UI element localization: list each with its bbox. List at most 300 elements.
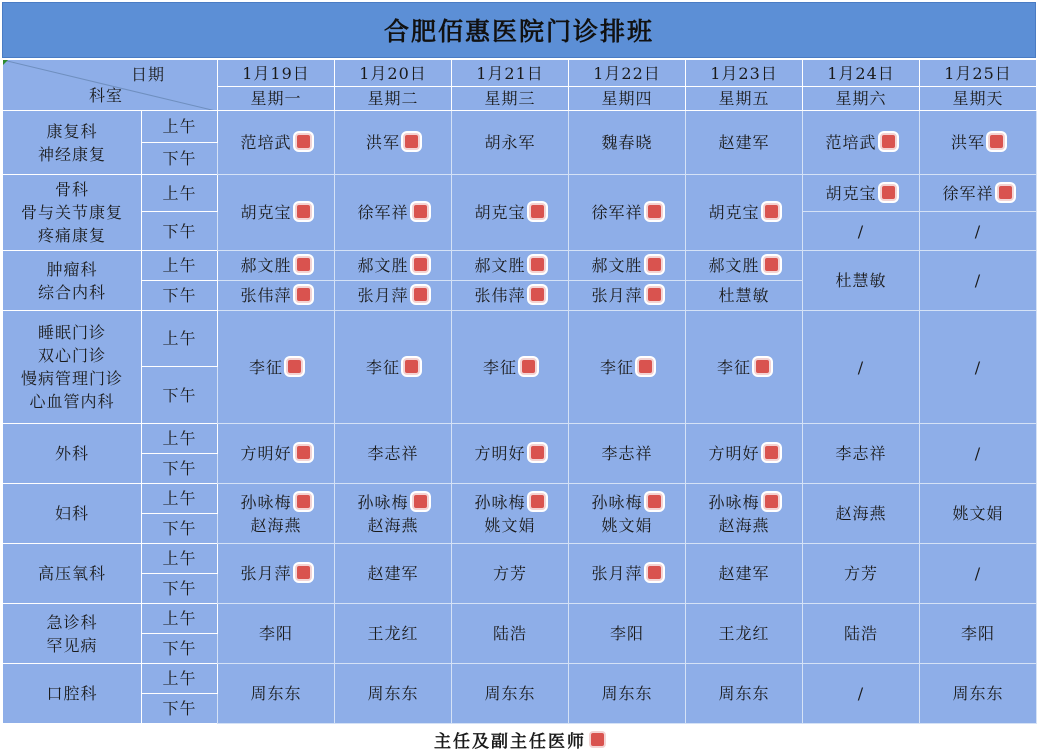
doctor-entry bbox=[920, 562, 1036, 585]
doctor-name: 张月萍 bbox=[591, 564, 643, 583]
doctor-name: / bbox=[974, 221, 982, 241]
doctor-entry bbox=[335, 131, 451, 154]
schedule-cell bbox=[686, 664, 803, 724]
doctor-name: 周东东 bbox=[718, 684, 770, 703]
doctor-entry bbox=[452, 284, 568, 307]
doctor-entry bbox=[335, 284, 451, 307]
doctor-entry bbox=[569, 622, 685, 645]
department-cell bbox=[3, 664, 142, 724]
doctor-entry bbox=[452, 254, 568, 277]
doctor-name: 李征 bbox=[716, 357, 751, 377]
date-header: 1月25日 bbox=[920, 60, 1037, 87]
department-name: 双心门诊 bbox=[37, 346, 106, 365]
department-name: 肿瘤科 bbox=[46, 259, 98, 279]
department-cell bbox=[3, 251, 142, 311]
doctor-name: 徐军祥 bbox=[357, 203, 409, 222]
doctor-name: 周东东 bbox=[250, 684, 302, 703]
senior-doctor-marker-icon bbox=[295, 444, 312, 461]
doctor-name: 胡永军 bbox=[484, 133, 536, 152]
senior-doctor-marker-icon bbox=[529, 256, 546, 273]
doctor-name: 李征 bbox=[599, 357, 634, 377]
department-name: 罕见病 bbox=[46, 635, 98, 655]
doctor-entry bbox=[452, 356, 568, 379]
doctor-name: 赵建军 bbox=[367, 564, 419, 583]
schedule-cell-am bbox=[335, 251, 452, 281]
period-am: 上午 bbox=[142, 664, 218, 694]
senior-doctor-marker-icon bbox=[646, 203, 663, 220]
doctor-entry bbox=[569, 442, 685, 465]
senior-doctor-marker-icon bbox=[646, 493, 663, 510]
weekday-header: 星期天 bbox=[920, 87, 1037, 111]
doctor-name: 张月萍 bbox=[357, 286, 409, 305]
department-cell bbox=[3, 484, 142, 544]
department-name: 外科 bbox=[54, 444, 89, 463]
doctor-entry bbox=[686, 622, 802, 645]
doctor-name: 孙咏梅 bbox=[357, 492, 409, 512]
department-name: 口腔科 bbox=[46, 684, 98, 703]
doctor-entry bbox=[218, 284, 334, 307]
schedule-cell bbox=[569, 544, 686, 604]
period-am: 上午 bbox=[142, 544, 218, 574]
doctor-name: / bbox=[857, 684, 865, 703]
doctor-entry bbox=[803, 502, 919, 525]
schedule-cell bbox=[803, 484, 920, 544]
doctor-entry bbox=[803, 442, 919, 465]
schedule-cell bbox=[803, 544, 920, 604]
doctor-entry bbox=[218, 201, 334, 224]
department-name: 骨科 bbox=[54, 180, 89, 199]
department-name: 骨与关节康复 bbox=[20, 203, 123, 222]
department-cell bbox=[3, 544, 142, 604]
schedule-cell bbox=[218, 484, 335, 544]
doctor-name: 李征 bbox=[248, 357, 283, 377]
doctor-name: 陆浩 bbox=[492, 624, 527, 643]
doctor-name: 李阳 bbox=[609, 624, 644, 643]
schedule-cell-pm bbox=[686, 281, 803, 311]
period-am: 上午 bbox=[142, 484, 218, 514]
legend bbox=[0, 726, 1040, 752]
schedule-cell bbox=[452, 311, 569, 424]
schedule-cell bbox=[569, 311, 686, 424]
doctor-entry bbox=[920, 442, 1036, 465]
senior-doctor-marker-icon bbox=[412, 493, 429, 510]
doctor-entry bbox=[920, 182, 1036, 205]
doctor-entry bbox=[920, 502, 1036, 525]
weekday-header: 星期二 bbox=[335, 87, 452, 111]
doctor-entry bbox=[452, 131, 568, 154]
doctor-entry bbox=[920, 622, 1036, 645]
doctor-name: 方芳 bbox=[492, 564, 527, 583]
schedule-cell bbox=[218, 424, 335, 484]
doctor-name: 方明好 bbox=[474, 444, 526, 463]
doctor-name: 张伟萍 bbox=[474, 286, 526, 305]
senior-doctor-marker-icon bbox=[295, 133, 312, 150]
doctor-entry bbox=[920, 220, 1036, 243]
doctor-name: 周东东 bbox=[601, 684, 653, 703]
schedule-cell bbox=[335, 604, 452, 664]
department-name: 高压氧科 bbox=[37, 564, 106, 583]
doctor-name: 王龙红 bbox=[367, 624, 419, 643]
senior-doctor-marker-icon bbox=[763, 444, 780, 461]
senior-doctor-marker-icon bbox=[286, 358, 303, 375]
doctor-entry bbox=[803, 182, 919, 205]
senior-doctor-marker-icon bbox=[763, 493, 780, 510]
doctor-name: 杜慧敏 bbox=[835, 271, 887, 290]
department-name: 综合内科 bbox=[37, 282, 106, 302]
doctor-name: 赵海燕 bbox=[250, 515, 302, 535]
doctor-entry bbox=[686, 356, 802, 379]
doctor-entry bbox=[920, 682, 1036, 705]
schedule-cell-pm bbox=[803, 212, 920, 251]
doctor-entry bbox=[803, 220, 919, 243]
doctor-entry bbox=[803, 131, 919, 154]
doctor-entry bbox=[218, 514, 334, 537]
schedule-cell bbox=[335, 175, 452, 251]
doctor-name: 赵海燕 bbox=[835, 504, 887, 523]
schedule-cell-pm bbox=[569, 281, 686, 311]
doctor-name: 周东东 bbox=[952, 684, 1004, 703]
doctor-entry bbox=[335, 491, 451, 514]
doctor-name: / bbox=[974, 271, 982, 290]
doctor-name: 孙咏梅 bbox=[474, 492, 526, 512]
doctor-entry bbox=[452, 442, 568, 465]
period-am: 上午 bbox=[142, 175, 218, 212]
doctor-name: 李阳 bbox=[258, 624, 293, 643]
doctor-name: 李征 bbox=[482, 357, 517, 377]
schedule-cell bbox=[920, 424, 1037, 484]
period-pm: 下午 bbox=[142, 143, 218, 175]
schedule-cell bbox=[803, 664, 920, 724]
date-header: 1月23日 bbox=[686, 60, 803, 87]
schedule-cell bbox=[569, 424, 686, 484]
period-pm: 下午 bbox=[142, 367, 218, 424]
schedule-cell bbox=[452, 604, 569, 664]
doctor-name: 孙咏梅 bbox=[591, 492, 643, 512]
doctor-entry bbox=[218, 682, 334, 705]
senior-doctor-marker-icon bbox=[529, 286, 546, 303]
doctor-name: 赵海燕 bbox=[718, 515, 770, 535]
schedule-cell bbox=[920, 544, 1037, 604]
doctor-name: 徐军祥 bbox=[942, 183, 994, 203]
schedule-cell bbox=[803, 111, 920, 175]
doctor-name: 郝文胜 bbox=[240, 256, 292, 275]
doctor-entry bbox=[569, 284, 685, 307]
doctor-entry bbox=[452, 514, 568, 537]
page-title: 合肥佰惠医院门诊排班 bbox=[2, 2, 1036, 58]
doctor-entry bbox=[218, 491, 334, 514]
doctor-name: / bbox=[857, 357, 865, 377]
doctor-entry bbox=[218, 254, 334, 277]
doctor-entry bbox=[803, 682, 919, 705]
doctor-name: / bbox=[857, 221, 865, 241]
schedule-cell bbox=[920, 664, 1037, 724]
doctor-entry bbox=[686, 682, 802, 705]
senior-doctor-marker-icon bbox=[295, 564, 312, 581]
schedule-cell bbox=[452, 664, 569, 724]
doctor-name: 张伟萍 bbox=[240, 286, 292, 305]
doctor-entry bbox=[335, 622, 451, 645]
doctor-name: 孙咏梅 bbox=[240, 492, 292, 512]
schedule-cell bbox=[452, 111, 569, 175]
senior-doctor-marker-icon bbox=[646, 564, 663, 581]
date-header: 1月22日 bbox=[569, 60, 686, 87]
schedule-cell-am bbox=[920, 175, 1037, 212]
senior-doctor-marker-icon bbox=[412, 203, 429, 220]
schedule-cell bbox=[686, 175, 803, 251]
schedule-cell bbox=[218, 664, 335, 724]
doctor-name: 方芳 bbox=[843, 564, 878, 583]
doctor-entry bbox=[803, 622, 919, 645]
period-am: 上午 bbox=[142, 311, 218, 367]
doctor-entry bbox=[218, 131, 334, 154]
doctor-entry bbox=[569, 356, 685, 379]
schedule-cell-pm bbox=[335, 281, 452, 311]
schedule-cell bbox=[569, 111, 686, 175]
doctor-entry bbox=[569, 254, 685, 277]
schedule-cell bbox=[218, 544, 335, 604]
period-pm: 下午 bbox=[142, 574, 218, 604]
period-am: 上午 bbox=[142, 251, 218, 281]
department-name: 心血管内科 bbox=[29, 392, 115, 411]
doctor-name: 周东东 bbox=[367, 684, 419, 703]
doctor-entry bbox=[218, 442, 334, 465]
weekday-header: 星期一 bbox=[218, 87, 335, 111]
department-cell bbox=[3, 175, 142, 251]
doctor-entry bbox=[686, 131, 802, 154]
schedule-cell-am bbox=[218, 251, 335, 281]
doctor-name: / bbox=[974, 444, 982, 463]
weekday-header: 星期五 bbox=[686, 87, 803, 111]
senior-doctor-marker-icon bbox=[403, 358, 420, 375]
schedule-cell bbox=[452, 484, 569, 544]
doctor-entry bbox=[335, 254, 451, 277]
department-name: 妇科 bbox=[54, 504, 89, 523]
weekday-header: 星期六 bbox=[803, 87, 920, 111]
doctor-name: 李阳 bbox=[960, 624, 995, 643]
department-name: 疼痛康复 bbox=[37, 226, 106, 245]
schedule-cell bbox=[335, 424, 452, 484]
doctor-name: / bbox=[974, 564, 982, 583]
doctor-name: / bbox=[974, 357, 982, 377]
senior-doctor-marker-icon bbox=[529, 444, 546, 461]
schedule-cell bbox=[920, 604, 1037, 664]
doctor-name: 孙咏梅 bbox=[708, 492, 760, 512]
senior-doctor-marker-icon bbox=[880, 133, 897, 150]
department-cell bbox=[3, 311, 142, 424]
doctor-name: 赵建军 bbox=[718, 564, 770, 583]
schedule-cell bbox=[920, 484, 1037, 544]
period-am: 上午 bbox=[142, 604, 218, 634]
period-am: 上午 bbox=[142, 111, 218, 143]
doctor-name: 陆浩 bbox=[843, 624, 878, 643]
doctor-name: 赵海燕 bbox=[367, 515, 419, 535]
doctor-name: 杜慧敏 bbox=[718, 286, 770, 305]
doctor-entry bbox=[452, 682, 568, 705]
senior-doctor-marker-icon bbox=[763, 203, 780, 220]
period-pm: 下午 bbox=[142, 694, 218, 724]
doctor-entry bbox=[218, 622, 334, 645]
doctor-name: 李志祥 bbox=[835, 444, 887, 463]
doctor-name: 范培武 bbox=[825, 133, 877, 152]
doctor-entry bbox=[335, 442, 451, 465]
senior-doctor-marker-icon bbox=[295, 256, 312, 273]
doctor-entry bbox=[335, 514, 451, 537]
senior-doctor-marker-icon bbox=[295, 493, 312, 510]
senior-doctor-marker-icon bbox=[988, 133, 1005, 150]
schedule-cell bbox=[686, 311, 803, 424]
doctor-name: 郝文胜 bbox=[708, 256, 760, 275]
schedule-cell bbox=[569, 604, 686, 664]
period-pm: 下午 bbox=[142, 212, 218, 251]
schedule-cell-pm bbox=[218, 281, 335, 311]
doctor-name: 胡克宝 bbox=[708, 203, 760, 222]
doctor-entry bbox=[335, 356, 451, 379]
doctor-entry bbox=[569, 562, 685, 585]
department-name: 康复科 bbox=[46, 121, 98, 141]
schedule-table bbox=[2, 59, 1037, 724]
schedule-cell-am bbox=[569, 251, 686, 281]
schedule-cell bbox=[686, 111, 803, 175]
schedule-cell bbox=[218, 175, 335, 251]
doctor-entry bbox=[803, 356, 919, 379]
period-pm: 下午 bbox=[142, 514, 218, 544]
senior-doctor-marker-icon bbox=[520, 358, 537, 375]
senior-doctor-marker-icon bbox=[529, 493, 546, 510]
doctor-name: 洪军 bbox=[950, 133, 985, 152]
doctor-entry bbox=[452, 491, 568, 514]
department-name: 神经康复 bbox=[37, 144, 106, 164]
doctor-entry bbox=[686, 491, 802, 514]
doctor-entry bbox=[452, 622, 568, 645]
schedule-cell bbox=[218, 604, 335, 664]
corner-date-label: 日期 bbox=[130, 65, 165, 84]
schedule-cell-pm bbox=[452, 281, 569, 311]
department-name: 急诊科 bbox=[46, 612, 98, 632]
doctor-entry bbox=[920, 131, 1036, 154]
department-cell bbox=[3, 424, 142, 484]
schedule-cell bbox=[569, 175, 686, 251]
doctor-entry bbox=[686, 254, 802, 277]
doctor-entry bbox=[452, 201, 568, 224]
doctor-entry bbox=[686, 284, 802, 307]
schedule-cell bbox=[803, 604, 920, 664]
senior-doctor-marker-icon bbox=[589, 731, 606, 748]
senior-doctor-marker-icon bbox=[880, 184, 897, 201]
doctor-entry bbox=[686, 442, 802, 465]
doctor-name: 方明好 bbox=[240, 444, 292, 463]
schedule-cell bbox=[335, 664, 452, 724]
schedule-cell bbox=[335, 484, 452, 544]
schedule-cell-am bbox=[803, 175, 920, 212]
department-cell bbox=[3, 111, 142, 175]
senior-doctor-marker-icon bbox=[646, 286, 663, 303]
schedule-cell bbox=[569, 664, 686, 724]
schedule-cell bbox=[920, 311, 1037, 424]
doctor-name: 姚文娟 bbox=[601, 515, 653, 535]
schedule-cell bbox=[452, 175, 569, 251]
doctor-entry bbox=[335, 682, 451, 705]
schedule-cell bbox=[920, 111, 1037, 175]
period-pm: 下午 bbox=[142, 281, 218, 311]
schedule-cell bbox=[686, 424, 803, 484]
schedule-cell-am bbox=[452, 251, 569, 281]
doctor-entry bbox=[335, 562, 451, 585]
doctor-entry bbox=[218, 356, 334, 379]
schedule-cell bbox=[920, 251, 1037, 311]
doctor-name: 李志祥 bbox=[367, 444, 419, 463]
senior-doctor-marker-icon bbox=[529, 203, 546, 220]
doctor-entry bbox=[569, 131, 685, 154]
doctor-name: 郝文胜 bbox=[357, 256, 409, 275]
schedule-cell bbox=[335, 111, 452, 175]
doctor-entry bbox=[803, 269, 919, 292]
doctor-entry bbox=[569, 491, 685, 514]
schedule-cell bbox=[569, 484, 686, 544]
doctor-name: 周东东 bbox=[484, 684, 536, 703]
doctor-name: 魏春晓 bbox=[601, 133, 653, 152]
senior-doctor-marker-icon bbox=[295, 203, 312, 220]
doctor-name: 范培武 bbox=[240, 133, 292, 152]
doctor-name: 胡克宝 bbox=[474, 203, 526, 222]
doctor-name: 王龙红 bbox=[718, 624, 770, 643]
date-header: 1月19日 bbox=[218, 60, 335, 87]
corner-header bbox=[3, 60, 218, 111]
senior-doctor-marker-icon bbox=[412, 256, 429, 273]
doctor-name: 姚文娟 bbox=[484, 515, 536, 535]
doctor-name: 郝文胜 bbox=[591, 256, 643, 275]
doctor-entry bbox=[569, 682, 685, 705]
doctor-name: 徐军祥 bbox=[591, 203, 643, 222]
department-name: 慢病管理门诊 bbox=[20, 369, 123, 388]
doctor-name: 张月萍 bbox=[240, 564, 292, 583]
senior-doctor-marker-icon bbox=[997, 184, 1014, 201]
schedule-cell-pm bbox=[920, 212, 1037, 251]
schedule-cell bbox=[803, 251, 920, 311]
schedule-cell bbox=[452, 544, 569, 604]
doctor-entry bbox=[920, 356, 1036, 379]
doctor-name: 李征 bbox=[365, 357, 400, 377]
doctor-entry bbox=[335, 201, 451, 224]
period-pm: 下午 bbox=[142, 454, 218, 484]
schedule-cell bbox=[218, 311, 335, 424]
doctor-entry bbox=[218, 562, 334, 585]
date-header: 1月20日 bbox=[335, 60, 452, 87]
schedule-cell bbox=[218, 111, 335, 175]
weekday-header: 星期四 bbox=[569, 87, 686, 111]
doctor-entry bbox=[569, 514, 685, 537]
doctor-name: 赵建军 bbox=[718, 133, 770, 152]
senior-doctor-marker-icon bbox=[646, 256, 663, 273]
schedule-cell bbox=[686, 604, 803, 664]
doctor-entry bbox=[803, 562, 919, 585]
schedule-cell bbox=[803, 424, 920, 484]
doctor-name: 胡克宝 bbox=[240, 203, 292, 222]
doctor-entry bbox=[569, 201, 685, 224]
doctor-name: 胡克宝 bbox=[825, 183, 877, 203]
senior-doctor-marker-icon bbox=[403, 133, 420, 150]
doctor-name: 张月萍 bbox=[591, 286, 643, 305]
doctor-name: 洪军 bbox=[365, 133, 400, 152]
doctor-name: 姚文娟 bbox=[952, 504, 1004, 523]
weekday-header: 星期三 bbox=[452, 87, 569, 111]
senior-doctor-marker-icon bbox=[754, 358, 771, 375]
senior-doctor-marker-icon bbox=[763, 256, 780, 273]
doctor-entry bbox=[686, 514, 802, 537]
senior-doctor-marker-icon bbox=[295, 286, 312, 303]
period-am: 上午 bbox=[142, 424, 218, 454]
department-cell bbox=[3, 604, 142, 664]
doctor-entry bbox=[452, 562, 568, 585]
